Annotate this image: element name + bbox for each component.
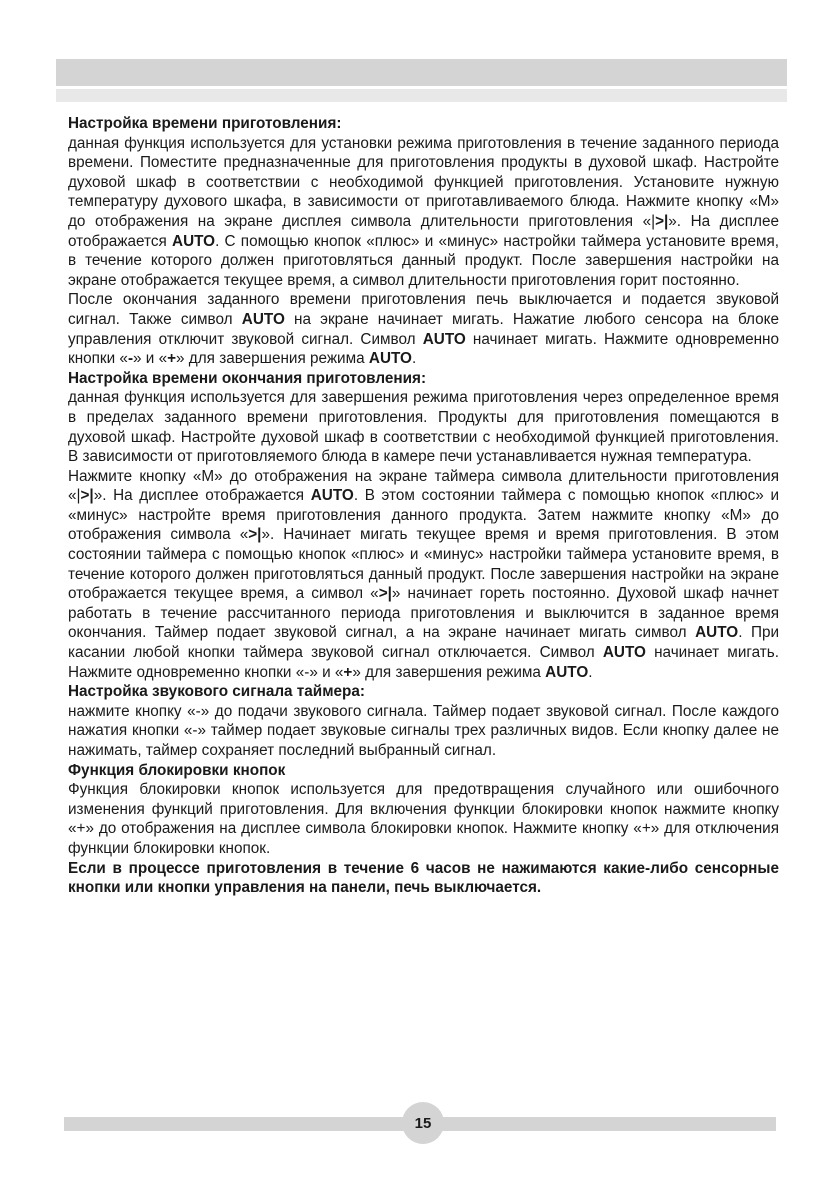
section-title-timer-sound: Настройка звукового сигнала таймера: bbox=[68, 683, 365, 701]
text-run: начинает мигать. Нажмите одновременно кнопки « bbox=[68, 330, 779, 368]
text-run: Нажмите кнопку «М» до отображения на экране таймера символа длительности приготовления «| bbox=[68, 467, 779, 505]
duration-symbol: >| bbox=[655, 212, 669, 230]
duration-symbol: >| bbox=[80, 487, 94, 505]
section-title-key-lock: Функция блокировки кнопок bbox=[68, 761, 286, 779]
auto-symbol: AUTO bbox=[422, 330, 466, 348]
text-run: » для завершения режима bbox=[176, 350, 369, 368]
text-run: на экране начинает мигать. Нажатие любого сенсора на блоке управления отключит звуковой сигнал. Символ bbox=[68, 310, 779, 348]
text-run: ». На дисплее отображается bbox=[93, 487, 311, 505]
text-run: . bbox=[588, 663, 593, 681]
header-divider bbox=[56, 89, 787, 102]
text-run: После окончания заданного времени приготовления печь выключается и подается звуковой сигнал. Также символ bbox=[68, 291, 779, 328]
warning-note: Если в процессе приготовления в течение 6 часов не нажимаются какие-либо сенсорные кнопки или кнопки управления на панели, печь выключается. bbox=[68, 859, 779, 897]
auto-symbol: AUTO bbox=[368, 350, 412, 368]
paragraph bbox=[68, 290, 779, 368]
page-number: 15 bbox=[402, 1102, 444, 1144]
auto-symbol: AUTO bbox=[695, 624, 739, 642]
text-run: ». На дисплее отображается bbox=[68, 212, 779, 250]
text-run: . bbox=[411, 350, 417, 368]
plus-symbol: + bbox=[343, 663, 353, 681]
section-title-cooking-time: Настройка времени приготовления: bbox=[68, 115, 342, 132]
paragraph bbox=[68, 134, 779, 291]
auto-symbol: AUTO bbox=[172, 232, 216, 250]
text-run: » для завершения режима bbox=[352, 663, 546, 681]
paragraph bbox=[68, 467, 779, 683]
duration-symbol: >| bbox=[378, 585, 392, 603]
paragraph: нажмите кнопку «-» до подачи звукового сигнала. Таймер подает звуковой сигнал. После каждого нажатия кнопки «-» таймер подает звуковые сигналы трех различных видов. Если кнопку далее не нажимать, таймер сохраняет последний выбранный сигнал. bbox=[68, 702, 779, 759]
plus-symbol: + bbox=[167, 350, 177, 368]
text-run: . В этом состоянии таймера с помощью кнопок «плюс» и «минус» настройте время приготовления данного продукта. Затем нажмите кнопку «М» до отображения символа « bbox=[68, 487, 779, 544]
page-content bbox=[68, 114, 779, 898]
minus-symbol: - bbox=[127, 350, 134, 368]
text-run: . С помощью кнопок «плюс» и «минус» настройки таймера установите время, в течение которого должен приготовляться данный продукт. После завершения настройки на экране отображается текущее время, а символ длительности приготовления горит постоянно. bbox=[68, 232, 780, 289]
text-run: » начинает гореть постоянно. Духовой шкаф начнет работать в течение рассчитанного периода приготовления и выключится в заданное время окончания. Таймер подает звуковой сигнал, а на экране начинает мигать символ bbox=[68, 585, 779, 642]
text-run: ». Начинает мигать текущее время и время приготовления. В этом состоянии таймера с помощью кнопок «плюс» и «минус» настройки таймера установите время, в течение которого должен приготовляться данный продукт. После завершения настройки на экране отображается текущее время, а символ « bbox=[68, 526, 779, 603]
section-title-end-time: Настройка времени окончания приготовления: bbox=[68, 369, 427, 387]
auto-symbol: AUTO bbox=[545, 663, 589, 681]
paragraph: Функция блокировки кнопок используется для предотвращения случайного или ошибочного изменения функций приготовления. Для включения функции блокировки кнопок нажмите кнопку «+» до отображения на дисплее символа блокировки кнопок. Нажмите кнопку «+» для отключения функции блокировки кнопок. bbox=[68, 781, 779, 857]
text-run: начинает мигать. Нажмите одновременно кнопки «-» и « bbox=[68, 644, 780, 681]
auto-symbol: AUTO bbox=[241, 310, 285, 328]
paragraph: данная функция используется для завершения режима приготовления через определенное время в пределах заданного времени приготовления. Продукты для приготовления помещаются в духовой шкаф. Настройте духовой шкаф в соответствии с необходимой функцией приготовления. В зависимости от приготовляемого блюда в камере печи устанавливается нужная температура. bbox=[68, 389, 779, 466]
text-run: . При касании любой кнопки таймера звуковой сигнал отключается. Символ bbox=[68, 624, 780, 662]
text-run: данная функция используется для установки режима приготовления в течение заданного периода времени. Поместите предназначенные для приготовления продукты в духовой шкаф. Настройте духовой шкаф в соответствии с необходимой функцией приготовления. Установите нужную температуру духового шкафа, в зависимости от приготавливаемого блюда. Нажмите кнопку «М» до отображения на экране дисплея символа длительности приготовления «| bbox=[68, 134, 779, 230]
text-run: » и « bbox=[133, 350, 168, 368]
duration-symbol: >| bbox=[248, 526, 262, 544]
auto-symbol: AUTO bbox=[602, 644, 646, 662]
header-bar bbox=[56, 59, 787, 86]
auto-symbol: AUTO bbox=[310, 487, 354, 505]
